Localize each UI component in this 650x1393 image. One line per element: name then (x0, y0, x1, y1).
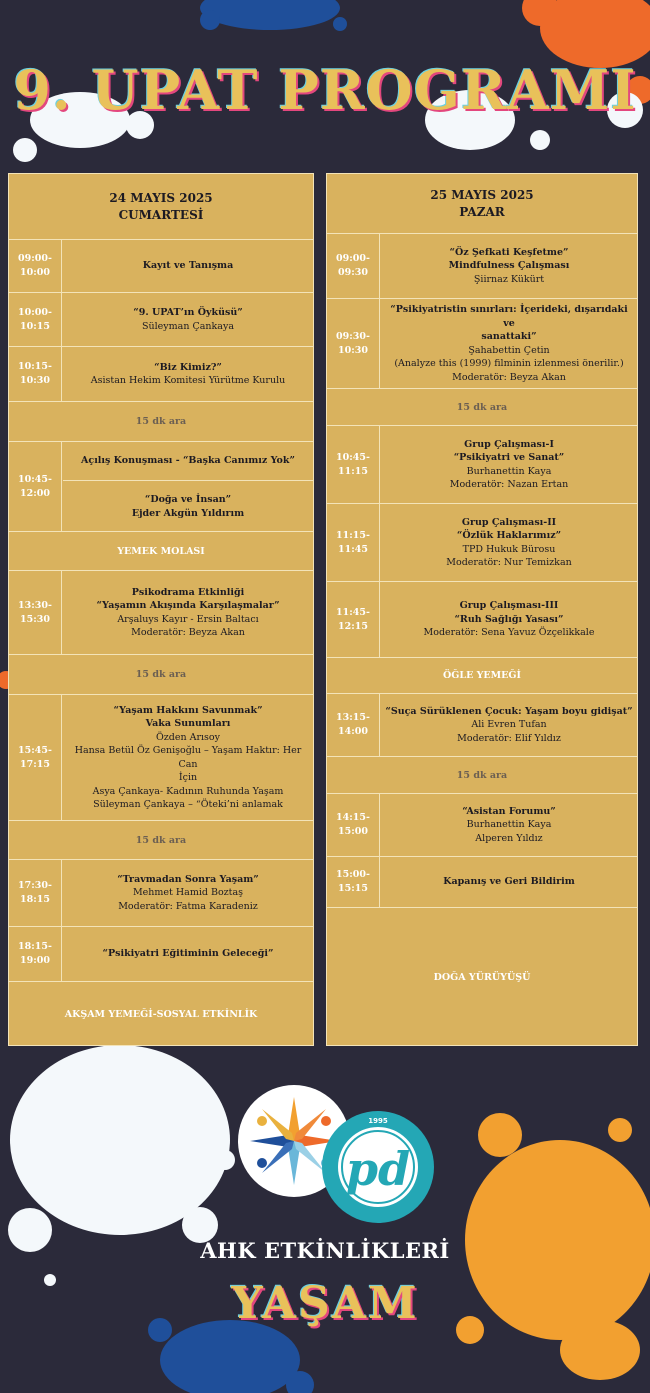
day2-date: 25 MAYIS 2025 (430, 187, 534, 202)
session-body (381, 234, 637, 298)
session-body (381, 794, 637, 856)
break-label: 15 dk ara (135, 834, 187, 846)
session-speaker: Burhanettin Kaya (466, 819, 552, 831)
footer-subtitle: AHK ETKİNLİKLERİ (200, 1238, 450, 1263)
time-end: 17:15 (20, 758, 50, 770)
time-start: 10:45- (18, 473, 52, 485)
session-body (63, 571, 313, 654)
session-moderator: Moderatör: Sena Yavuz Özçelikkale (423, 627, 595, 639)
day1-header (9, 174, 313, 240)
day2-weekday: PAZAR (459, 204, 505, 219)
session-row (327, 234, 637, 299)
session-row (9, 442, 313, 532)
session-row (327, 794, 637, 857)
session-time (9, 347, 62, 401)
session-time (327, 582, 380, 657)
time-end: 10:30 (338, 344, 368, 356)
session-speaker: TPD Hukuk Bürosu (462, 543, 556, 555)
session-title: Kayıt ve Tanışma (142, 260, 234, 272)
session-time (327, 857, 380, 907)
time-end: 11:45 (338, 543, 368, 555)
logo-group (238, 1085, 434, 1225)
session-body (381, 582, 637, 657)
session-row (9, 927, 313, 982)
session-title: “Yaşam Hakkını Savunmak” (113, 704, 263, 716)
session-title: Psikodrama Etkinliği (131, 586, 245, 598)
session-time (9, 442, 62, 531)
time-end: 15:00 (338, 826, 368, 837)
break-label: 15 dk ara (135, 416, 187, 427)
walk-label: DOĞA YÜRÜYÜŞÜ (433, 972, 531, 983)
session-body (381, 504, 637, 581)
session-title: “9. UPAT’ın Öyküsü” (133, 307, 243, 318)
session-row (327, 582, 637, 658)
session-moderator: Moderatör: Beyza Akan (452, 371, 566, 383)
session-body (63, 240, 313, 292)
time-start: 09:30- (336, 330, 370, 342)
session-speaker: Arşaluys Kayır - Ersin Baltacı (117, 613, 259, 625)
day1-weekday: CUMARTESİ (118, 207, 204, 222)
time-start: 09:00- (18, 253, 52, 264)
time-start: 13:15- (336, 712, 370, 723)
session-row (327, 857, 637, 908)
session-moderator: Moderatör: Nur Temizkan (446, 557, 572, 568)
time-start: 15:00- (336, 869, 370, 880)
sub-session (63, 442, 313, 481)
time-start: 10:45- (336, 451, 370, 463)
session-time (327, 504, 380, 581)
session-title: sanattaki” (481, 331, 537, 342)
session-subtitle: Vaka Sunumları (145, 718, 231, 729)
time-start: 10:15- (18, 361, 52, 372)
lunch-row (9, 532, 313, 571)
day2-header (327, 174, 637, 234)
session-title: “Öz Şefkati Keşfetme” (449, 246, 569, 258)
session-row (327, 694, 637, 757)
session-body (381, 299, 637, 388)
time-start: 10:00- (18, 306, 52, 318)
session-speaker: Burhanettin Kaya (466, 465, 552, 477)
break-label: 15 dk ara (135, 669, 187, 680)
session-subtitle: “Özlük Haklarımız” (456, 530, 562, 541)
time-end: 19:00 (20, 955, 50, 966)
lunch-row (327, 658, 637, 694)
time-end: 10:15 (20, 320, 50, 332)
session-speaker: Hansa Betül Öz Genişoğlu – Yaşam Haktır: Her Can (74, 745, 302, 770)
session-title: “Biz Kimiz?” (154, 361, 222, 373)
session-subtitle: “Ruh Sağlığı Yasası” (454, 613, 564, 625)
session-time (327, 234, 380, 298)
session-title: Grup Çalışması-III (459, 600, 559, 612)
session-title: “Psikiyatri Eğitiminin Geleceği” (102, 948, 274, 960)
time-start: 15:45- (18, 744, 52, 756)
day1-date: 24 MAYIS 2025 (109, 190, 213, 205)
session-body (63, 860, 313, 926)
session-row (327, 299, 637, 389)
session-speaker: Ejder Akgün Yıldırım (131, 507, 245, 519)
time-end: 15:15 (338, 883, 368, 894)
walk-row (327, 908, 637, 1047)
sub-session (63, 481, 313, 532)
break-label: 15 dk ara (456, 401, 508, 413)
session-title: “Suça Sürüklenen Çocuk: Yaşam boyu gidişat” (385, 705, 633, 717)
session-subtitle: “Yaşamın Akışında Karşılaşmalar” (96, 600, 280, 611)
break-row (327, 389, 637, 426)
session-title: Kapanış ve Geri Bildirim (443, 876, 575, 888)
session-row (9, 571, 313, 655)
session-speaker: Ali Evren Tufan (471, 719, 547, 731)
page-title: 9. UPAT PROGRAMI (13, 58, 637, 122)
session-speaker: Mehmet Hamid Boztaş (132, 887, 244, 899)
session-row (9, 860, 313, 927)
session-body (381, 426, 637, 503)
lunch-label: ÖĞLE YEMEĞİ (443, 670, 521, 681)
time-end: 11:15 (338, 465, 368, 477)
session-row (9, 240, 313, 293)
session-row (9, 347, 313, 402)
session-speaker: Özden Arısoy (155, 731, 221, 743)
time-end: 10:30 (20, 375, 50, 386)
session-title: “Asistan Forumu” (462, 805, 556, 817)
time-end: 10:00 (20, 267, 50, 278)
break-label: 15 dk ara (456, 769, 508, 781)
session-title: Açılış Konuşması - “Başka Canımız Yok” (81, 455, 295, 467)
dinner-label: AKŞAM YEMEĞİ-SOSYAL ETKİNLİK (64, 1009, 258, 1020)
session-subtitle: “Psikiyatri ve Sanat” (453, 452, 565, 463)
session-time (327, 299, 380, 388)
session-title: “Travmadan Sonra Yaşam” (117, 873, 259, 885)
session-time (9, 695, 62, 820)
time-start: 13:30- (18, 599, 52, 611)
session-speaker: İçin (178, 772, 198, 783)
time-end: 09:30 (338, 267, 368, 278)
seal-year: 1995 (368, 1117, 388, 1125)
break-row (9, 402, 313, 442)
session-body (63, 695, 313, 820)
lunch-label: YEMEK MOLASI (117, 545, 205, 557)
session-title: Grup Çalışması-I (464, 438, 554, 450)
session-row (327, 504, 637, 582)
session-title: “Psikiyatristin sınırları: İçerideki, dışarıdaki ve (390, 304, 628, 329)
session-row (9, 293, 313, 347)
session-moderator: Moderatör: Nazan Ertan (449, 479, 569, 490)
time-end: 12:00 (20, 487, 50, 499)
session-time (327, 426, 380, 503)
time-start: 09:00- (336, 253, 370, 264)
time-end: 18:15 (20, 894, 50, 905)
session-body (381, 857, 637, 907)
session-time (9, 860, 62, 926)
break-row (9, 821, 313, 860)
session-time (9, 571, 62, 654)
tpd-seal-icon (322, 1111, 434, 1223)
session-row (327, 426, 637, 504)
session-moderator: Moderatör: Elif Yıldız (457, 732, 561, 744)
session-body (63, 927, 313, 981)
time-end: 15:30 (20, 613, 50, 625)
session-moderator: Moderatör: Beyza Akan (131, 627, 245, 638)
session-speaker: Asistan Hekim Komitesi Yürütme Kurulu (90, 375, 286, 386)
session-speaker: Süleyman Çankaya (142, 320, 234, 332)
session-title: Grup Çalışması-II (461, 516, 557, 528)
footer-title: YAŞAM (231, 1278, 419, 1329)
day2-panel (326, 173, 638, 1046)
session-moderator: Moderatör: Fatma Karadeniz (118, 900, 258, 912)
session-time (327, 694, 380, 756)
session-body (63, 293, 313, 346)
session-time (327, 794, 380, 856)
break-row (327, 757, 637, 794)
session-speaker: Asya Çankaya- Kadının Ruhunda Yaşam (92, 785, 284, 797)
session-title: “Doğa ve İnsan” (144, 494, 232, 505)
time-start: 11:45- (336, 606, 370, 618)
time-start: 17:30- (18, 880, 52, 891)
session-speaker: Şiirnaz Kükürt (473, 273, 545, 285)
day1-panel (8, 173, 314, 1046)
session-subtitle: Mindfulness Çalışması (448, 260, 570, 272)
session-speaker: Alperen Yıldız (475, 832, 543, 844)
session-time (9, 240, 62, 292)
session-note: (Analyze this (1999) filminin izlenmesi önerilir.) (394, 358, 624, 369)
session-row (9, 695, 313, 821)
time-end: 12:15 (338, 620, 368, 632)
session-body (63, 347, 313, 401)
dinner-row (9, 982, 313, 1047)
time-start: 18:15- (18, 941, 52, 952)
session-body (381, 694, 637, 756)
time-start: 11:15- (336, 529, 370, 541)
session-time (9, 927, 62, 981)
session-time (9, 293, 62, 346)
break-row (9, 655, 313, 695)
session-speaker: Süleyman Çankaya – “Öteki’ni anlamak (93, 799, 283, 810)
time-start: 14:15- (336, 812, 370, 823)
time-end: 14:00 (338, 726, 368, 737)
seal-monogram: pd (345, 1142, 411, 1196)
session-speaker: Şahabettin Çetin (468, 344, 550, 356)
